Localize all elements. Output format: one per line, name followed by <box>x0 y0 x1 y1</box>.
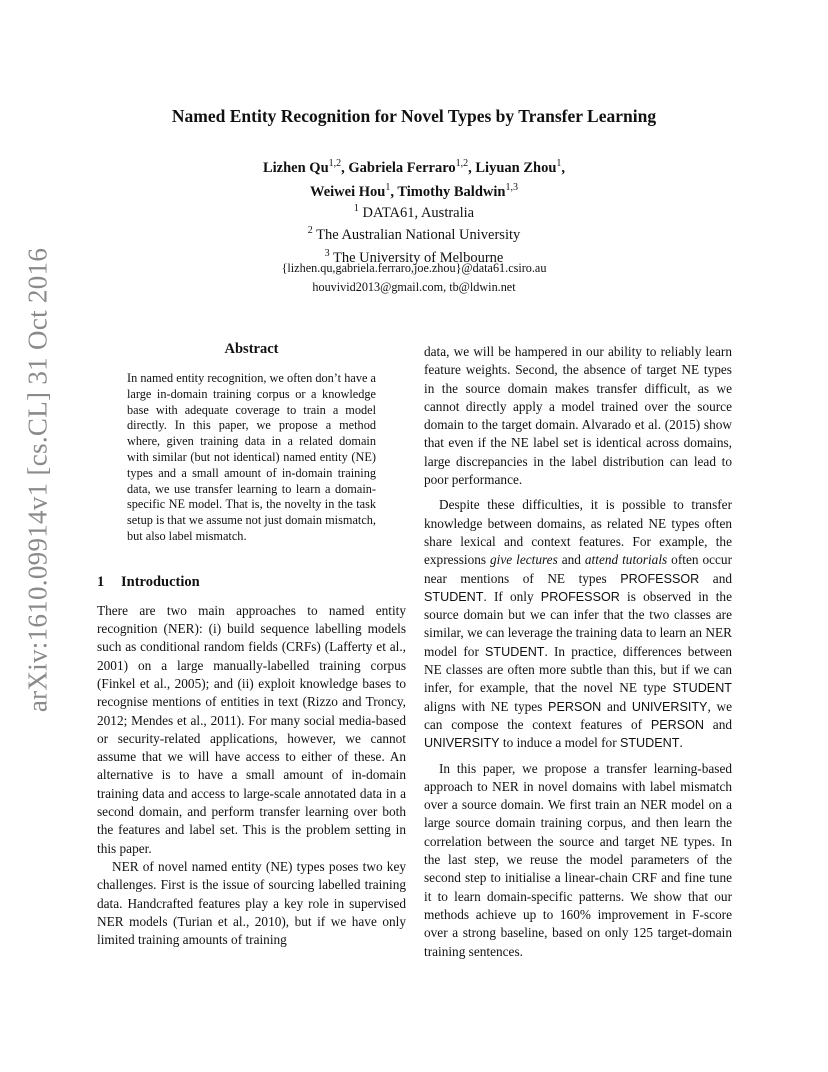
italic-phrase: give lectures <box>490 552 558 568</box>
affiliation-mark: 1 <box>353 203 359 214</box>
author-affiliation-mark: 1,2 <box>328 158 342 169</box>
text-run: . In practice, differences between NE classes are often more subtle than this, but if we can infer, for example, that the novel NE type <box>424 643 732 696</box>
intro-paragraph-1: There are two main approaches to named entity recognition (NER): (i) build sequence labelling models such as conditional random fields (CRFs) (Lafferty et al., 2001) on a large manually-labelled training corpus (Finkel et al., 2005); and (ii) exploit knowledge bases to recognise mentions of entities in text (Rizzo and Troncy, 2012; Mendes et al., 2011). For many social media-based or security-related applications, however, we cannot assume that we will have access to either of these. An alternative is to have a small amount of in-domain training data and access to large-scale annotated data in a second domain, and perform transfer learning over both the features and label set. This is the problem setting in this paper. <box>97 602 406 856</box>
text-run: and <box>601 698 632 714</box>
ne-type-label: STUDENT <box>485 644 545 659</box>
abstract-text: In named entity recognition, we often don’t have a large in-domain training corpus or a knowledge base with adequate coverage to train a model directly. In this paper, we propose a method where, given training data in a related domain with similar (but not identical) named entity (NE) types and a small amount of in-domain training data, we use transfer learning to learn a domain-specific NE model. That is, the novelty in the task setup is that we assume not just domain mismatch, but also label mismatch. <box>127 371 376 543</box>
ne-type-label: STUDENT <box>424 589 484 604</box>
ne-type-label: PERSON <box>650 717 705 732</box>
affiliation-mark: 2 <box>307 225 313 237</box>
affiliation-mark: 3 <box>324 247 330 259</box>
section-number: 1 <box>97 573 105 590</box>
text-run: and <box>704 716 732 732</box>
affiliation-list <box>0 200 828 267</box>
ne-type-label: STUDENT <box>672 681 732 696</box>
text-run: . If only <box>483 588 541 604</box>
affiliation-name: DATA61, Australia <box>362 204 475 221</box>
affiliation-line <box>0 200 828 222</box>
ne-type-label: PROFESSOR <box>620 571 700 586</box>
intro-paragraph-4: In this paper, we propose a transfer learning-based approach to NER in novel domains with label mismatch over a source domain. We first train an NER model on a large source domain training corpus, and then learn the correlation between the source and target NE types. In the last step, we reuse the model parameters of the second step to initialise a linear-chain CRF and fine tune it to learn domain-specific patterns. We show that our methods achieve up to 160% improvement in F-score over a strong baseline, based on only 125 target-domain training sentences. <box>424 760 732 959</box>
email-line: houvivid2013@gmail.com, tb@ldwin.net <box>312 280 516 294</box>
intro-paragraph-3 <box>424 496 732 752</box>
text-run: aligns with NE types <box>424 698 549 714</box>
section-heading-introduction <box>97 574 406 591</box>
ne-type-label: PROFESSOR <box>540 589 620 604</box>
author-affiliation-mark: 1,2 <box>455 158 469 169</box>
ne-type-label: UNIVERSITY <box>424 736 500 751</box>
author-name: Weiwei Hou <box>310 183 386 200</box>
text-run: , we can compose the context features of <box>424 698 732 732</box>
email-list <box>0 259 828 297</box>
section-title: Introduction <box>121 573 200 590</box>
author-name: Gabriela Ferraro <box>348 159 456 176</box>
intro-paragraph-2-continued: data, we will be hampered in our ability to reliably learn feature weights. Second, the absence of target NE types in the source domain makes transfer difficult, as we cannot directly apply a model trained over the source domain to the target domain. Alvarado et al. (2015) show that even if the NE label set is identical across domains, large discrepancies in the label distribution can lead to poor performance. <box>424 344 732 488</box>
author-affiliation-mark: 1 <box>556 158 562 169</box>
author-affiliation-mark: 1,3 <box>505 181 518 193</box>
right-column <box>424 343 732 961</box>
author-name: Timothy Baldwin <box>397 183 506 200</box>
left-column <box>97 341 406 949</box>
arxiv-identifier: arXiv:1610.09914v1 [cs.CL] 31 Oct 2016 <box>22 247 53 713</box>
author-affiliation-mark: 1 <box>385 181 391 193</box>
text-run: . <box>679 735 683 751</box>
email-line: {lizhen.qu,gabriela.ferraro,joe.zhou}@data61.csiro.au <box>281 261 547 275</box>
text-run: and <box>699 570 732 586</box>
ne-type-label: STUDENT <box>619 736 680 751</box>
text-run: is observed in the source domain but we can infer that the two classes are similar, we can leverage the training data to learn an NER model for <box>424 588 732 659</box>
text-run: and <box>557 552 585 568</box>
text-run: Despite these difficulties, it is possible to transfer knowledge between domains, as related NE types often share lexical and context features. For example, the expressions <box>424 497 732 568</box>
intro-paragraph-2: NER of novel named entity (NE) types poses two key challenges. First is the issue of sourcing labelled training data. Handcrafted features play a key role in supervised NER models (Turian et al., 2010), but if we have only limited training amounts of training <box>97 858 406 948</box>
author-list: Lizhen Qu$^{1,2}$, Gabriela Ferraro$^{1,2}$, Liyuan Zhou$^1$, Weiwei Hou$^1$, Timothy Baldwin$^{1,3}$ <box>262 158 566 200</box>
ne-type-label: UNIVERSITY <box>631 699 708 714</box>
text-run: often occur near mentions of NE types <box>424 552 733 586</box>
abstract-heading: Abstract <box>224 341 279 357</box>
italic-phrase: attend tutorials <box>584 552 668 568</box>
affiliation-name: The University of Melbourne <box>333 249 504 266</box>
paper-title: Named Entity Recognition for Novel Types by Transfer Learning <box>171 106 657 126</box>
ne-type-label: PERSON <box>548 699 602 714</box>
author-name: Lizhen Qu <box>262 159 329 176</box>
text-run: to induce a model for <box>499 735 620 751</box>
affiliation-name: The Australian National University <box>316 227 521 244</box>
author-name: Liyuan Zhou <box>475 159 557 176</box>
affiliation-line <box>0 222 828 244</box>
